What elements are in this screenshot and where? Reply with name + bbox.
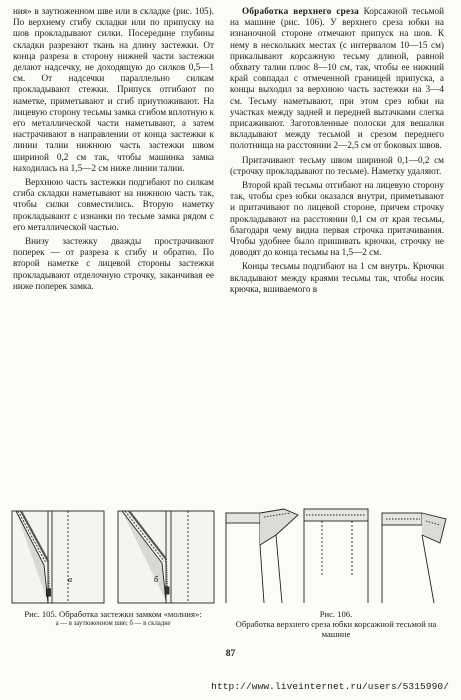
figure-106-waistband-drawing xyxy=(224,505,450,607)
left-paragraph-2: Верхнюю часть застежки подгибают по силкам сгиба складки наметывают на нижнюю часть так, чтобы силки совместились. Вторую наметку прокладывают с изнанки по тесьме замка рядом с его металлической частью. xyxy=(13,177,214,232)
page-number: 87 xyxy=(225,649,236,659)
figure-105-zipper-drawing xyxy=(8,505,218,607)
figure-105-label-b: б xyxy=(154,575,159,584)
figure-105-caption-sub: а — в заутюженном шве; б — в складке xyxy=(55,620,171,627)
figure-105-caption-title: Рис. 105. Обработка застежки замком «молния»: xyxy=(24,609,202,619)
figure-106-caption-number: Рис. 106. xyxy=(319,609,353,619)
figure-106-caption-text: Обработка верхнего среза юбки корсажной тесьмой на машине xyxy=(235,619,437,639)
watermark-url: http://www.liveinternet.ru/users/5315990/ xyxy=(211,681,449,692)
left-text-column xyxy=(13,6,214,292)
right-paragraph-4: Концы тесьмы подгибают на 1 см внутрь. Крючки вкладывают между краями тесьмы так, чтобы носик крючка, вшиваемого в xyxy=(230,261,444,294)
figure-105-label-a: а xyxy=(68,575,72,584)
right-paragraph-1-text: Корсажной тесьмой на машине (рис. 106). У верхнего среза юбки на изнаночной стороне отмечают припуск на шов. К нему в нескольких местах (с интервалом 10—15 см) прикалывают корсажную тесьму длиной, равной обхвату талии плюс 8—10 см, так, чтобы ее нижний край совпадал с отмеченной границей припуска, а концы выходил за верхнюю часть застежки на 3—4 см. Тесьму наметывают, при этом срез юбки на участках между задней и передней вытачками слегка присаживают. Заготовленные полоски для вешалки вкладывают между тесьмой и срезом переднего полотнища на расстоянии 2—2,5 см от боковых швов. xyxy=(230,6,445,151)
figure-106-caption xyxy=(228,609,444,639)
section-heading: Обработка верхнего среза xyxy=(242,6,359,16)
right-paragraph-2: Притачивают тесьму швом шириной 0,1—0,2 см (строчку прокладывают по тесьме). Наметку удаляют. xyxy=(230,154,444,176)
right-paragraph-3: Второй край тесьмы отгибают на лицевую сторону так, чтобы срез юбки оказался внутри, приметывают и притачивают по лицевой стороне, причем строчку прокладывают на расстоянии 0,1 см от края тесьмы, благодаря чему видна первая строчка притачивания. Чтобы удобнее было пришивать крючки, строчку не доводят до конца тесьмы на 1,5—2 см. xyxy=(230,180,444,258)
figure-105-caption xyxy=(6,609,220,628)
right-paragraph-1 xyxy=(230,6,444,152)
right-text-column xyxy=(230,6,444,295)
left-paragraph-1: ния» в заутюженном шве или в складке (рис. 105). По верхнему сгибу складки или по припуску на шов прокладывают силки. Посередине глубины складки разрезают ткань на длину застежки. От конца разреза в сторону нижней части застежки делают надсечку, не доходящую до силков 0,5—1 см. От надсечки параллельно силкам прокладывают стежки. Припуск отгибают по наметке, приметывают и сгиб приутюживают. На лицевую сторону тесьмы замка сгибом вплотную к его металлической части наметывают, а затем настрачивают в направлении от конца застежки к линии талии нижнюю часть застежки швом шириной 0,2 см так, чтобы машинка замка находилась на 1,5—2 см ниже линии талии. xyxy=(13,6,214,173)
left-paragraph-3: Внизу застежку дважды прострачивают поперек — от разреза к сгибу и обратно. По второй наметке с лицевой стороны застежки прокладывают отделочную строчку, заканчивая ее ниже поперек замка. xyxy=(13,236,214,291)
